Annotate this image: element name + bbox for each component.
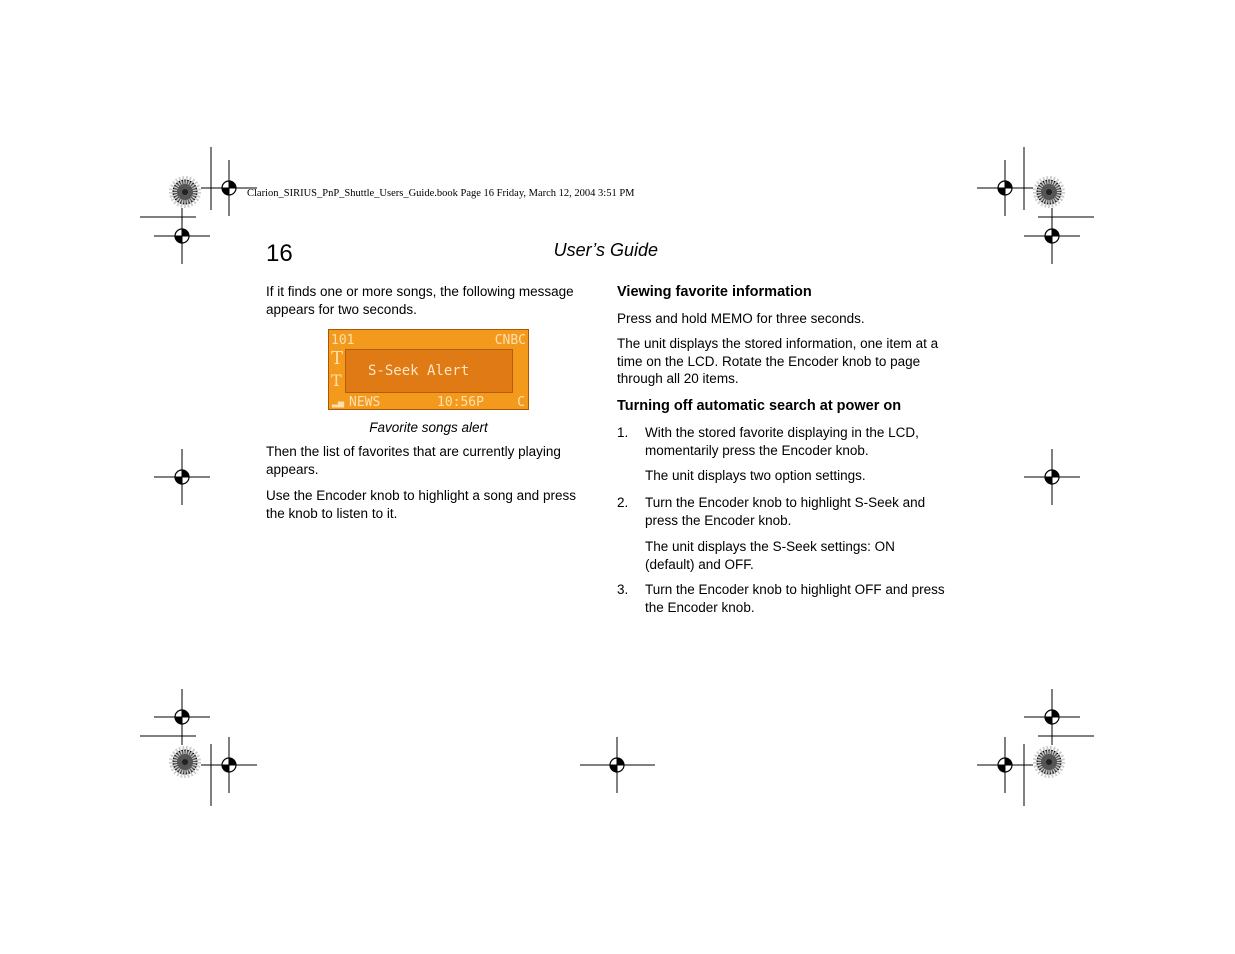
figure-caption: Favorite songs alert [369,420,488,435]
step-result: The unit displays two option settings. [645,468,866,483]
registration-mark-icon [154,208,210,264]
registration-mark-icon [1024,208,1080,264]
step-text: Turn the Encoder knob to highlight S-Seek and press the Encoder knob. [645,495,926,528]
book-slug-line: Clarion_SIRIUS_PnP_Shuttle_Users_Guide.book Page 16 Friday, March 12, 2004 3:51 PM [247,188,635,199]
section-heading: Viewing favorite information [617,284,812,300]
lcd-alert-popup [345,349,513,393]
color-target-icon [173,180,197,204]
paragraph: Press and hold MEMO for three seconds. [617,311,865,326]
paragraph: Then the list of favorites that are currently playing appears. [266,444,561,477]
lcd-station: CNBC [494,333,526,348]
lcd-left-char: T [331,371,342,390]
running-header-title: User’s Guide [553,240,658,260]
intro-paragraph: If it finds one or more songs, the following message appears for two seconds. [266,284,574,317]
lcd-right-char: C [517,395,525,410]
step-number: 3. [617,582,629,597]
step-text: With the stored favorite displaying in the LCD, momentarily press the Encoder knob. [645,425,919,458]
lcd-display-image [328,329,529,410]
registration-mark-icon [201,737,257,793]
step-number: 2. [617,495,629,510]
lcd-alert-text: S-Seek Alert [368,363,470,379]
registration-mark-icon [154,449,210,505]
lcd-left-char: T [331,348,344,369]
page-number: 16 [266,240,293,267]
step-result: The unit displays the S-Seek settings: ON (default) and OFF. [645,539,895,572]
color-target-icon [1037,180,1061,204]
paragraph: Use the Encoder knob to highlight a song and press the knob to listen to it. [266,488,576,521]
registration-mark-icon [1024,689,1080,745]
color-target-icon [173,750,197,774]
section-heading: Turning off automatic search at power on [617,398,902,414]
paragraph: The unit displays the stored information, one item at a time on the LCD. Rotate the Encoder knob to page through all 20 items. [617,336,939,386]
step-number: 1. [617,425,629,440]
registration-mark-icon [154,689,210,745]
signal-strength-icon: ▂▄ [332,397,345,408]
lcd-time: 10:56P [437,395,484,410]
step-text: Turn the Encoder knob to highlight OFF and press the Encoder knob. [645,582,945,615]
lcd-category: NEWS [349,395,381,410]
registration-mark-icon [977,160,1033,216]
lcd-channel: 101 [331,333,355,348]
registration-mark-icon [977,737,1033,793]
color-target-icon [1037,750,1061,774]
registration-mark-icon [1024,449,1080,505]
